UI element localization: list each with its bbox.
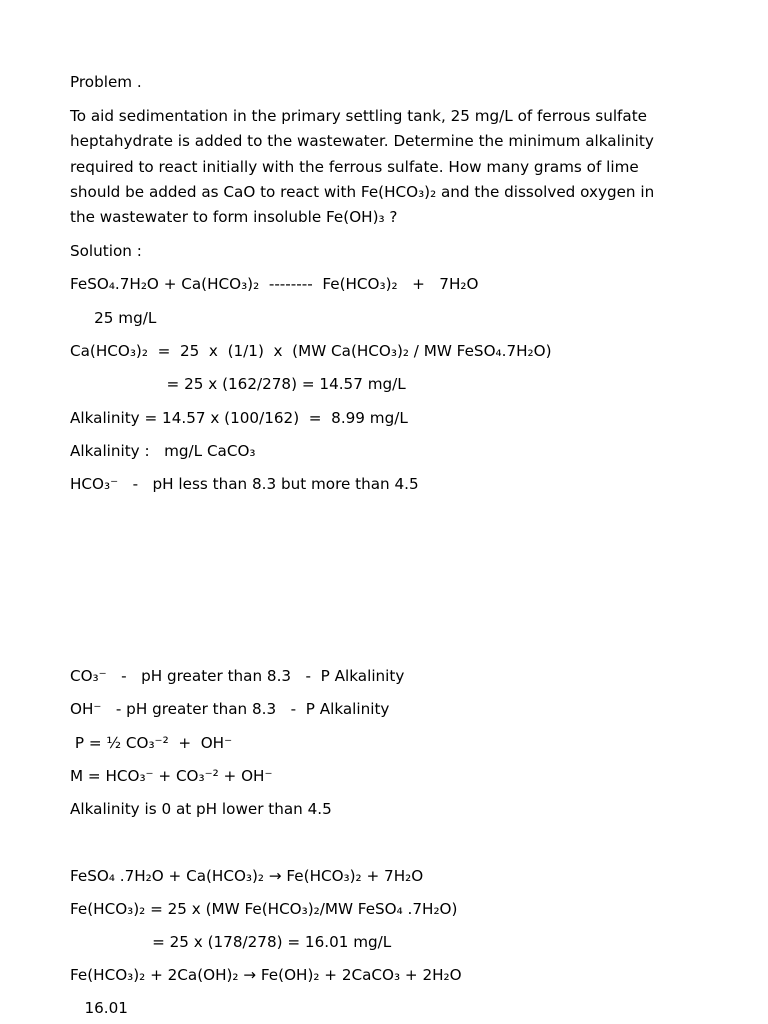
equation-line-5: Alkalinity = 14.57 x (100/162) = 8.99 mg/L	[70, 409, 408, 427]
problem-text-line-1: To aid sedimentation in the primary settling tank, 25 mg/L of ferrous sulfate	[70, 107, 648, 125]
equation-line-6: Alkalinity : mg/L CaCO₃	[70, 442, 256, 460]
solution-heading: Solution :	[70, 242, 142, 260]
alkalinity-line-2: OH⁻ - pH greater than 8.3 - P Alkalinity	[70, 700, 390, 718]
reaction-line-4: Fe(HCO₃)₂ + 2Ca(OH)₂ → Fe(OH)₂ + 2CaCO₃ + 2H₂O	[70, 966, 462, 984]
reaction-line-1: FeSO₄ .7H₂O + Ca(HCO₃)₂ → Fe(HCO₃)₂ + 7H₂O	[70, 867, 424, 885]
alkalinity-line-4: M = HCO₃⁻ + CO₃⁻² + OH⁻	[70, 767, 273, 785]
reaction-line-2: Fe(HCO₃)₂ = 25 x (MW Fe(HCO₃)₂/MW FeSO₄ .7H₂O)	[70, 900, 458, 918]
alkalinity-line-3: P = ½ CO₃⁻² + OH⁻	[70, 734, 233, 752]
reaction-line-3: = 25 x (178/278) = 16.01 mg/L	[70, 933, 392, 951]
alkalinity-line-5: Alkalinity is 0 at pH lower than 4.5	[70, 800, 332, 818]
equation-line-4: = 25 x (162/278) = 14.57 mg/L	[70, 375, 406, 393]
alkalinity-line-1: CO₃⁻ - pH greater than 8.3 - P Alkalinity	[70, 667, 405, 685]
problem-heading: Problem .	[70, 73, 142, 91]
reaction-line-5: 16.01	[70, 999, 128, 1017]
equation-line-2: 25 mg/L	[70, 309, 157, 327]
equation-line-1: FeSO₄.7H₂O + Ca(HCO₃)₂ -------- Fe(HCO₃)₂ + 7H₂O	[70, 275, 479, 293]
problem-text-line-4: should be added as CaO to react with Fe(HCO₃)₂ and the dissolved oxygen in	[70, 183, 655, 201]
problem-text-line-3: required to react initially with the ferrous sulfate. How many grams of lime	[70, 158, 639, 176]
problem-text-line-5: the wastewater to form insoluble Fe(OH)₃ ?	[70, 208, 398, 226]
problem-text-line-2: heptahydrate is added to the wastewater. Determine the minimum alkalinity	[70, 132, 654, 150]
equation-line-7: HCO₃⁻ - pH less than 8.3 but more than 4.5	[70, 475, 419, 493]
equation-line-3: Ca(HCO₃)₂ = 25 x (1/1) x (MW Ca(HCO₃)₂ / MW FeSO₄.7H₂O)	[70, 342, 552, 360]
